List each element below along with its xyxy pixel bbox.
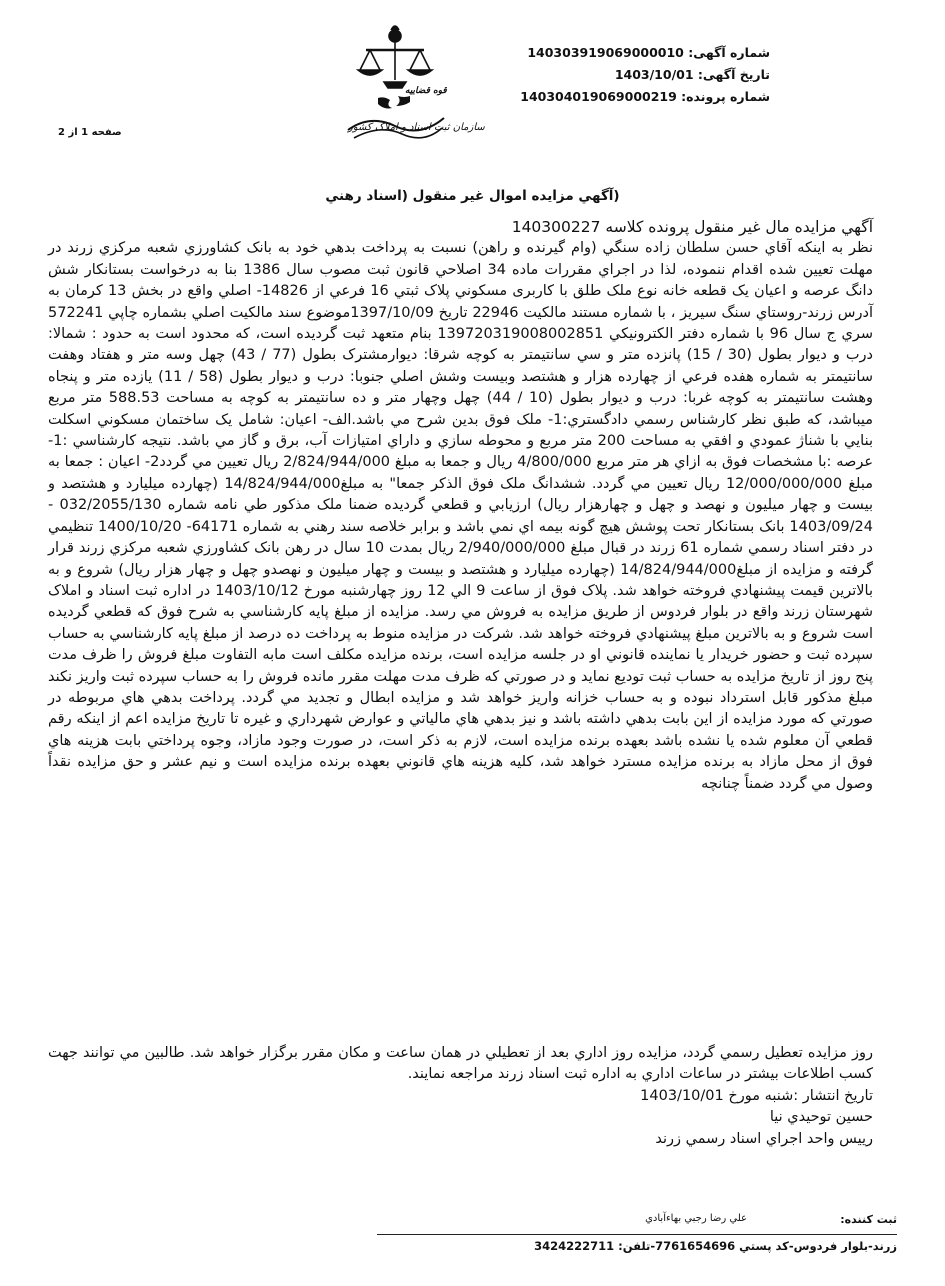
ad-date-row <box>440 64 770 86</box>
address-line: زرند-بلوار فردوس-كد پستي 7761654696-تلفن: 3424222711 <box>534 1239 897 1253</box>
body-paragraph: نظر به اینکه آقاي حسن سلطان زاده سنگي (وام گيرنده و راهن) نسبت به پرداخت بدهي خود به بانک كشاورزي شعبه مركزي زرند در مهلت تعيين شده اقدام ننموده، لذا در اجراي مقررات ماده 34 اصلاحي قانون ثبت مصوب سال 1386 بنا به درخواست بستانكار شش دانگ عرصه و اعيان يک قطعه خانه نوع ملک طلق با کاربری مسكوني پلاک ثبتي 16 فرعي از 14826- اصلي واقع در بخش 13 كرمان به آدرس زرند-روستاي سنگ سيريز ، با شماره مستند مالکیت 22946 تاریخ 1397/10/09موضوع سند مالكيت اصلي بشماره چاپي 572241 سري ج سال 96 با شماره دفتر الكترونيكي 139720319008002851 بنام متعهد ثبت گرديده است، كه محدود است به حدود : شمالا: درب و ديوار بطول (30 / 15) پانزده متر و سي سانتيمتر به كوچه شرقا: ديوارمشترک بطول (77 / 43) چهل وسه متر و هفتاد وهفت سانتيمتر به شماره هفده فرعي از چهارده هزار و هشتصد وبيست وشش اصلي جنوبا: درب و ديوار بطول (58 / 11) يازده متر و پنجاه وهشت سانتيمتر به كوچه غربا: درب و ديوار بطول (10 / 44) چهل وچهار متر و ده سانتيمتر به كوچه به مساحت 588.53 متر مربع ميباشد، كه طبق نظر كارشناس رسمي دادگستري:1- ملک فوق بدين شرح مي باشد.الف- اعيان: شامل يک ساختمان مسكوني اسكلت بنايي با شناژ عمودي و افقي به مساحت 200 متر مربع و محوطه سازي و داراي امتيازات آب، برق و گاز مي باشد. نتيجه كارشناسي :1- عرصه :با مشخصات فوق به ازاي هر متر مربع 4/800/000 ريال و جمعا به مبلغ 2/824/944/000 ريال تعيين مي گردد2- اعيان : جمعا به مبلغ 12/000/000/000 ريال تعيين مي گردد. ششدانگ ملک فوق الذكر جمعا" به مبلغ14/824/944/000 (چهارده ميليارد و هشتصد و بيست و چهار ميليون و نهصد و چهل و چهارهزار ريال) ارزيابي و قطعي گرديده ضمنا ملک مذكور طي نامه شماره 032/2055/130 - 1403/09/24 بانک بستانكار تحت پوشش هيچ گونه بيمه اي نمي باشد و برابر خلاصه سند رهني به شماره 64171- 1400/10/20 تنظيمي در دفتر اسناد رسمي شماره 61 زرند در قبال مبلغ 2/940/000/000 ريال بمدت 10 سال در رهن بانک كشاورزي شعبه مركزي زرند قرار گرفته و مزايده از مبلغ14/824/944/000 (چهارده ميليارد و هشتصد و بيست و چهار ميليون و نهصدو چهل و چهار هزار ريال) شروع و به بالاترين قيمت پيشنهادي فروخته خواهد شد. پلاک فوق از ساعت 9 الي 12 روز چهارشنبه مورخ 1403/10/12 در اداره ثبت اسناد و املاک شهرستان زرند واقع در بلوار فردوس از طريق مزايده به فروش مي رسد. مزايده از مبلغ پايه كارشناسي به شرح فوق كه قطعي گرديده است شروع و به بالاترين مبلغ پيشنهادي فروخته خواهد شد. شركت در مزايده منوط به پرداخت ده درصد از مبلغ پايه كارشناسي به حساب سپرده ثبت و حضور خريدار يا نماينده قانوني او در جلسه مزايده است، برنده مزايده مكلف است مابه التفاوت مبلغ فروش را ظرف مدت پنج روز از تاريخ مزايده به حساب ثبت توديع نمايد و در صورتي كه ظرف مدت مهلت مقرر مانده فروش را به حساب سپرده ثبت واريز نكند مبلغ مذكور قابل استرداد نبوده و به حساب خزانه واريز خواهد شد و مزايده ابطال و تجديد مي گردد. پرداخت بدهي هاي مربوطه در صورتي كه مورد مزايده از اين بابت بدهي داشته باشد و نيز بدهي هاي مالياتي و عوارض شهرداري و غيره تا تاريخ مزايده اعم از اينكه رقم قطعي آن معلوم شده يا نشده باشد بعهده برنده مزايده است، لازم به ذكر است، در صورت وجود مازاد، وجوه پرداختي بابت هزينه هاي فوق از محل مازاد به برنده مزايده مسترد خواهد شد، كليه هزينه هاي قانوني بعهده برنده مزايده است و نيم عشر و حق مزايده نقداً وصول مي گردد ضمناً چنانچه <box>48 240 874 792</box>
file-number-label: شماره پرونده: <box>681 89 770 104</box>
announcement-title: (آگهي مزايده اموال غير منقول (اسناد رهني <box>325 188 620 204</box>
ad-number-value: 140303919069000010 <box>527 45 684 60</box>
closing-paragraph: روز مزايده تعطيل رسمي گردد، مزايده روز اداري بعد از تعطيلي در همان ساعت و مكان مقرر برگزار خواهد شد. طالبين مي توانند جهت كسب اطلاعات بيشتر در ساعات اداري به اداره ثبت اسناد زرند مراجعه نمايند. <box>48 1045 873 1083</box>
ad-meta-block <box>440 42 770 108</box>
registrar-name: علي رضا رجبي بهاءآبادي <box>645 1213 747 1224</box>
announcement-body <box>48 217 873 795</box>
closing-block <box>48 1043 873 1150</box>
ad-date-value: 1403/10/01 <box>614 67 694 82</box>
signer-name: حسين توحيدي نيا <box>769 1109 873 1126</box>
ad-date-label: تاریخ آگهی: <box>697 67 770 82</box>
file-number-value: 140304019069000219 <box>520 89 677 104</box>
registrar-row <box>377 1213 897 1229</box>
org-name-text: قوه قضاییه <box>405 86 447 96</box>
ad-number-row <box>440 42 770 64</box>
ad-number-label: شماره آگهی: <box>688 45 770 60</box>
signer-title: رييس واحد اجراي اسناد رسمي زرند <box>655 1130 873 1147</box>
sub-org-text: سازمان ثبت اسناد و املاک کشور <box>348 122 485 133</box>
footer-divider <box>377 1234 897 1235</box>
registrar-label: ثبت كننده: <box>840 1213 897 1226</box>
case-heading: آگهي مزايده مال غير منقول پرونده كلاسه 140300227 <box>511 218 873 236</box>
page-indicator: صفحه 1 از 2 <box>58 127 122 138</box>
file-number-row <box>440 86 770 108</box>
publish-date-line: تاريخ انتشار :شنبه مورخ 1403/10/01 <box>640 1087 873 1104</box>
footer <box>377 1213 897 1253</box>
